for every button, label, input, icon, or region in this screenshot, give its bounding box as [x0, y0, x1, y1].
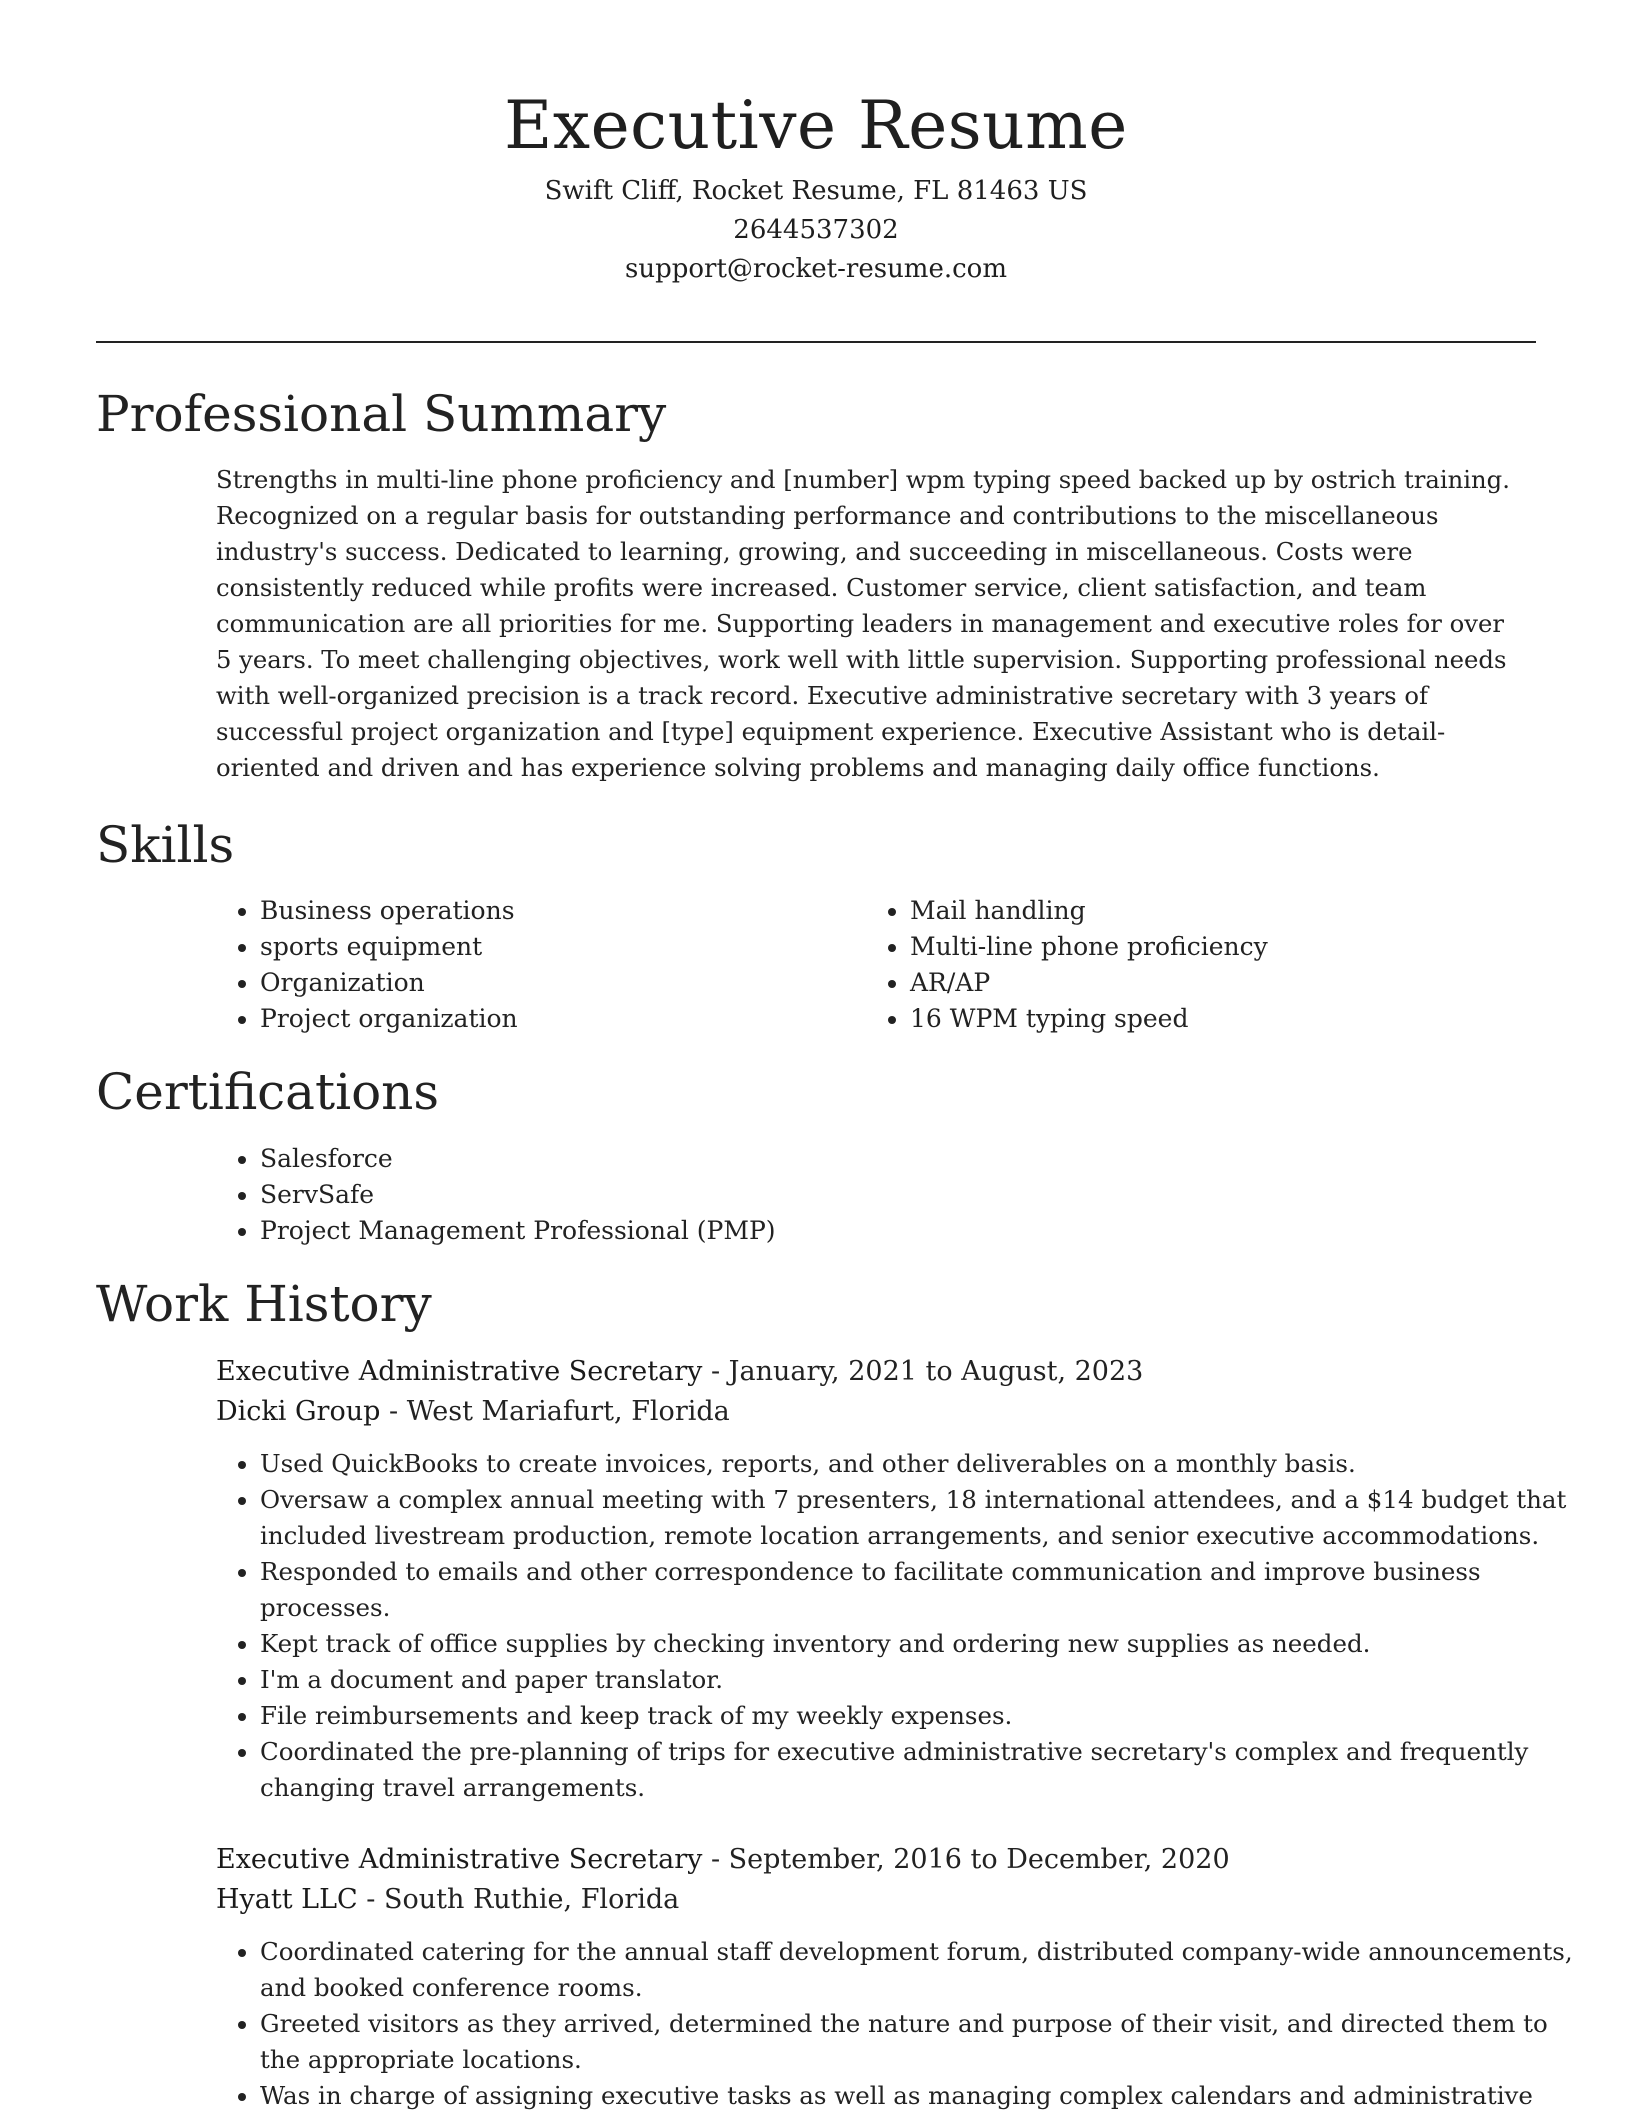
job-title-line	[216, 1840, 1230, 1880]
certification-item: • ServSafe	[260, 1177, 1460, 1213]
job-company-line	[216, 1392, 730, 1432]
job-location: West Mariafurt, Florida	[406, 1396, 730, 1427]
skill-item: • sports equipment	[260, 929, 860, 965]
summary-heading: Professional Summary	[96, 385, 667, 443]
job-location: South Ruthie, Florida	[384, 1884, 680, 1915]
skill-item: • Project organization	[260, 1001, 860, 1037]
job-bullet: • Was in charge of assigning executive tasks as well as managing complex calendars and administrative	[260, 2078, 1590, 2114]
job-bullet: • Greeted visitors as they arrived, determined the nature and purpose of their visit, and directed them to the appropriate locations.	[260, 2006, 1590, 2078]
job-company-line	[216, 1880, 679, 1920]
separator: -	[380, 1396, 407, 1427]
skills-list-left	[216, 893, 860, 1037]
separator: -	[702, 1844, 729, 1875]
job-title: Executive Administrative Secretary	[216, 1844, 703, 1875]
certifications-list	[216, 1141, 1460, 1249]
job-bullets	[216, 1446, 1590, 1806]
separator: -	[702, 1356, 729, 1387]
skill-item: • Mail handling	[910, 893, 1510, 929]
job-bullet: • Used QuickBooks to create invoices, reports, and other deliverables on a monthly basis.	[260, 1446, 1590, 1482]
contact-email: support@rocket-resume.com	[624, 254, 1007, 284]
job-bullet: • Responded to emails and other correspondence to facilitate communication and improve business processes.	[260, 1554, 1590, 1626]
skill-item: • 16 WPM typing speed	[910, 1001, 1510, 1037]
resume-header	[0, 80, 1632, 289]
job-company: Dicki Group	[216, 1396, 381, 1427]
skill-item: • Multi-line phone proficiency	[910, 929, 1510, 965]
work-history-heading: Work History	[96, 1275, 432, 1333]
job-bullet: • Coordinated the pre-planning of trips for executive administrative secretary's complex and frequently changing travel arrangements.	[260, 1734, 1590, 1806]
certification-item: • Project Management Professional (PMP)	[260, 1213, 1460, 1249]
job-bullet: • Oversaw a complex annual meeting with 7 presenters, 18 international attendees, and a $14 budget that included livestream production, remote location arrangements, and senior executive accommodations.	[260, 1482, 1590, 1554]
job-bullet: • File reimbursements and keep track of my weekly expenses.	[260, 1698, 1590, 1734]
skill-item: • Organization	[260, 965, 860, 1001]
contact-phone: 2644537302	[733, 215, 899, 245]
summary-text: Strengths in multi-line phone proficiency and [number] wpm typing speed backed up by ostrich training. Recognized on a regular basis for outstanding performance and contributions to the miscellaneous industry's success. Dedicated to learning, growing, and succeeding in miscellaneous. Costs were consistently reduced while profits were increased. Customer service, client satisfaction, and team communication are all priorities for me. Supporting leaders in management and executive roles for over 5 years. To meet challenging objectives, work well with little supervision. Supporting professional needs with well-organized precision is a track record. Executive administrative secretary with 3 years of successful project organization and [type] equipment experience. Executive Assistant who is detail-oriented and driven and has experience solving problems and managing daily office functions.	[216, 465, 1510, 782]
job-bullet: • Kept track of office supplies by checking inventory and ordering new supplies as needed.	[260, 1626, 1590, 1662]
job-bullet: • I'm a document and paper translator.	[260, 1662, 1590, 1698]
resume-name: Executive Resume	[504, 87, 1128, 164]
certifications-heading: Certifications	[96, 1063, 440, 1121]
job-dates: September, 2016 to December, 2020	[728, 1844, 1230, 1875]
job-title-line	[216, 1352, 1143, 1392]
job-bullet: • Coordinated catering for the annual staff development forum, distributed company-wide announcements, and booked conference rooms.	[260, 1934, 1590, 2006]
skills-heading: Skills	[96, 816, 235, 874]
job-title: Executive Administrative Secretary	[216, 1356, 703, 1387]
skill-item: • Business operations	[260, 893, 860, 929]
separator: -	[357, 1884, 384, 1915]
job-company: Hyatt LLC	[216, 1884, 358, 1915]
certification-item: • Salesforce	[260, 1141, 1460, 1177]
header-divider	[96, 341, 1536, 343]
job-dates: January, 2021 to August, 2023	[728, 1356, 1144, 1387]
skill-item: • AR/AP	[910, 965, 1510, 1001]
skills-list-right	[866, 893, 1510, 1037]
job-bullets	[216, 1934, 1590, 2114]
contact-address: Swift Cliff, Rocket Resume, FL 81463 US	[544, 176, 1088, 206]
